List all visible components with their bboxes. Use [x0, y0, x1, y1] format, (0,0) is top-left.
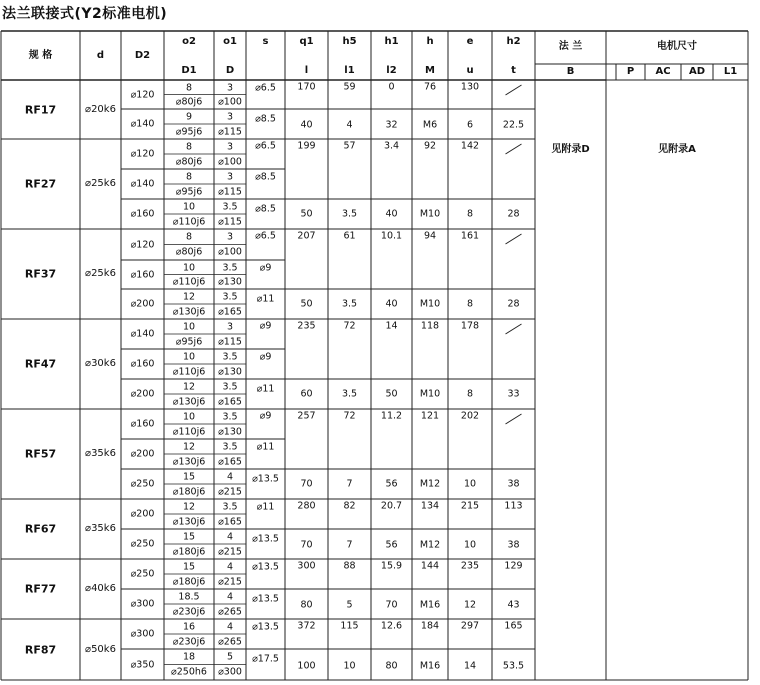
header-bottom-6: M [425, 65, 435, 76]
bot-val-RF17-1: 4 [346, 119, 353, 131]
header-motor-P: P [626, 66, 635, 77]
D-RF57-0: ⌀130 [218, 425, 242, 437]
D2-RF47-0: ⌀140 [130, 328, 155, 340]
top-val-RF87-5: 165 [504, 620, 523, 632]
D1-RF27-0: ⌀80j6 [175, 155, 203, 167]
D-RF47-1: ⌀130 [218, 365, 242, 377]
bot-val-RF37-5: 28 [507, 298, 520, 310]
reducer-RF17: RF17 [24, 103, 57, 116]
D1-RF47-2: ⌀130j6 [172, 395, 206, 407]
reducer-RF47: RF47 [24, 357, 57, 371]
D2-RF47-2: ⌀200 [130, 388, 155, 400]
D1-RF77-0: ⌀180j6 [172, 575, 206, 587]
D2-RF57-1: ⌀200 [130, 448, 155, 460]
bot-val-RF77-3: M16 [419, 599, 441, 611]
bot-val-RF47-1: 3.5 [341, 388, 358, 400]
top-val-RF67-2: 20.7 [380, 500, 403, 512]
bot-val-RF87-1: 10 [343, 659, 356, 671]
D-RF87-0: ⌀265 [218, 635, 242, 647]
header-flange-B: B [566, 66, 575, 77]
top-val-RF37-2: 10.1 [380, 230, 403, 242]
reducer-RF37: RF37 [24, 267, 57, 281]
o2-RF77-0: 15 [182, 561, 196, 573]
D1-RF57-0: ⌀110j6 [172, 425, 206, 437]
header-D2: D2 [134, 49, 151, 61]
o2-RF57-2: 15 [182, 471, 196, 483]
o2-RF27-0: 8 [185, 141, 193, 153]
header-bottom-7: u [466, 65, 474, 76]
o1-RF37-0: 3 [226, 231, 234, 243]
header-spec: 规 格 [28, 49, 53, 61]
motor-note: 见附录A [658, 144, 696, 155]
bot-val-RF37-2: 40 [385, 298, 398, 310]
D1-RF67-1: ⌀180j6 [172, 545, 206, 557]
D-RF67-1: ⌀215 [218, 545, 242, 557]
bot-val-RF17-5: 22.5 [502, 119, 525, 131]
D-RF57-1: ⌀165 [218, 455, 242, 467]
o1-RF77-0: 4 [226, 561, 234, 573]
shaft-RF27: ⌀25k6 [85, 178, 116, 189]
D2-RF67-1: ⌀250 [130, 538, 155, 550]
D-RF87-1: ⌀300 [218, 666, 242, 678]
bot-val-RF57-0: 70 [300, 478, 313, 490]
bot-val-RF27-1: 3.5 [341, 208, 358, 220]
top-val-RF57-4: 202 [460, 410, 480, 422]
slash-RF17-5 [506, 85, 522, 95]
D-RF77-1: ⌀265 [218, 605, 242, 617]
s-RF87-1: ⌀17.5 [252, 653, 279, 665]
s-RF37-2: ⌀11 [256, 293, 275, 305]
bot-val-RF27-5: 28 [507, 208, 520, 220]
D-RF17-0: ⌀100 [218, 96, 242, 107]
bot-val-RF67-4: 10 [463, 539, 477, 551]
D2-RF17-0: ⌀120 [130, 88, 155, 100]
o1-RF27-1: 3 [226, 171, 234, 183]
top-val-RF77-3: 144 [420, 560, 440, 572]
D1-RF17-1: ⌀95j6 [175, 125, 203, 137]
s-RF27-1: ⌀8.5 [255, 171, 276, 183]
top-val-RF27-2: 3.4 [383, 140, 400, 152]
shaft-RF87: ⌀50k6 [85, 643, 116, 655]
bot-val-RF67-0: 70 [300, 539, 313, 551]
bot-val-RF17-3: M6 [422, 119, 438, 131]
bot-val-RF77-0: 80 [300, 599, 313, 611]
D2-RF27-1: ⌀140 [130, 178, 155, 190]
slash-RF37-5 [506, 234, 522, 244]
D1-RF87-0: ⌀230j6 [172, 635, 206, 647]
shaft-RF47: ⌀30k6 [85, 358, 116, 369]
bot-val-RF37-4: 8 [466, 298, 474, 310]
D2-RF37-1: ⌀160 [130, 268, 155, 280]
D-RF47-0: ⌀115 [218, 335, 242, 347]
bot-val-RF87-0: 100 [297, 659, 316, 671]
o2-RF67-0: 12 [182, 501, 196, 513]
D1-RF47-0: ⌀95j6 [175, 335, 203, 347]
top-val-RF17-1: 59 [343, 81, 356, 93]
top-val-RF37-1: 61 [343, 230, 356, 242]
D2-RF17-1: ⌀140 [130, 118, 155, 130]
D2-RF57-0: ⌀160 [130, 418, 155, 430]
D1-RF77-1: ⌀230j6 [172, 605, 206, 617]
o2-RF17-0: 8 [185, 82, 193, 94]
top-val-RF57-2: 11.2 [380, 410, 403, 422]
header-bottom-0: D1 [181, 65, 197, 76]
page-title: 法兰联接式(Y2标准电机) [2, 6, 168, 22]
D1-RF57-2: ⌀180j6 [172, 485, 206, 497]
s-RF47-2: ⌀11 [256, 383, 275, 395]
top-val-RF77-4: 235 [460, 560, 480, 572]
s-RF87-0: ⌀13.5 [252, 621, 279, 633]
slash-RF57-5 [506, 414, 522, 424]
o2-RF57-0: 10 [182, 411, 196, 423]
D-RF57-2: ⌀215 [218, 485, 242, 497]
header-top-3: q1 [299, 36, 314, 47]
top-val-RF57-3: 121 [420, 410, 440, 422]
s-RF77-0: ⌀13.5 [252, 561, 279, 573]
D2-RF37-2: ⌀200 [130, 298, 155, 310]
o2-RF47-2: 12 [182, 381, 196, 393]
D-RF67-0: ⌀165 [218, 515, 242, 527]
top-val-RF47-1: 72 [343, 320, 356, 332]
top-val-RF17-4: 130 [460, 81, 480, 93]
s-RF27-2: ⌀8.5 [255, 203, 276, 215]
D-RF47-2: ⌀165 [218, 395, 242, 407]
bot-val-RF47-3: M10 [419, 388, 441, 400]
D2-RF77-1: ⌀300 [130, 598, 155, 610]
D2-RF87-1: ⌀350 [130, 658, 155, 670]
bot-val-RF77-5: 43 [507, 599, 520, 611]
o1-RF27-0: 3 [226, 141, 234, 153]
top-val-RF17-3: 76 [423, 81, 437, 93]
header-flange: 法 兰 [558, 41, 583, 52]
D1-RF27-1: ⌀95j6 [175, 185, 203, 197]
o2-RF87-1: 18 [182, 651, 196, 663]
top-val-RF67-0: 280 [297, 500, 316, 512]
top-val-RF87-2: 12.6 [380, 620, 403, 632]
o2-RF47-0: 10 [182, 321, 196, 333]
shaft-RF17: ⌀20k6 [85, 103, 116, 115]
o2-RF57-1: 12 [182, 441, 196, 453]
bot-val-RF27-3: M10 [419, 208, 441, 220]
top-val-RF87-3: 184 [420, 620, 440, 632]
bot-val-RF57-5: 38 [507, 478, 520, 490]
D-RF77-0: ⌀215 [218, 575, 242, 587]
o2-RF17-1: 9 [185, 111, 193, 123]
top-val-RF37-0: 207 [297, 230, 316, 242]
top-val-RF67-5: 113 [504, 500, 523, 512]
top-val-RF47-3: 118 [420, 320, 440, 332]
header-bottom-8: t [511, 65, 516, 76]
header-motor-L1: L1 [723, 66, 738, 77]
header-bottom-5: l2 [386, 65, 397, 76]
bot-val-RF47-4: 8 [466, 388, 474, 400]
o1-RF57-2: 4 [226, 471, 234, 483]
D2-RF57-2: ⌀250 [130, 478, 155, 490]
bot-val-RF57-2: 56 [385, 478, 398, 490]
D1-RF47-1: ⌀110j6 [172, 365, 206, 377]
o1-RF87-0: 4 [226, 621, 234, 633]
bot-val-RF87-4: 14 [463, 659, 477, 671]
o2-RF27-1: 8 [185, 171, 193, 183]
bot-val-RF57-3: M12 [419, 478, 441, 490]
header-bottom-4: l1 [344, 65, 355, 76]
top-val-RF57-0: 257 [297, 410, 316, 422]
bot-val-RF67-5: 38 [507, 539, 520, 551]
bot-val-RF67-3: M12 [419, 539, 441, 551]
top-val-RF37-3: 94 [423, 230, 437, 242]
D2-RF67-0: ⌀200 [130, 508, 155, 520]
reducer-RF27: RF27 [24, 177, 57, 191]
top-val-RF87-1: 115 [340, 620, 359, 632]
bot-val-RF47-0: 60 [300, 388, 313, 400]
o1-RF67-1: 4 [226, 531, 234, 543]
o1-RF37-1: 3.5 [222, 262, 238, 274]
top-val-RF77-5: 129 [504, 560, 523, 572]
top-val-RF67-1: 82 [343, 500, 356, 512]
top-val-RF37-4: 161 [460, 230, 480, 242]
bot-val-RF37-1: 3.5 [341, 298, 358, 310]
s-RF77-1: ⌀13.5 [252, 593, 279, 605]
D-RF27-1: ⌀115 [218, 185, 242, 197]
top-val-RF77-1: 88 [343, 560, 356, 572]
header-top-8: h2 [506, 36, 521, 47]
D-RF17-1: ⌀115 [218, 125, 242, 137]
top-val-RF47-2: 14 [385, 320, 398, 332]
top-val-RF17-0: 170 [297, 81, 316, 93]
D1-RF27-2: ⌀110j6 [172, 215, 206, 227]
o1-RF47-2: 3.5 [222, 381, 238, 393]
reducer-RF67: RF67 [24, 522, 57, 536]
flange-note: 见附录D [551, 144, 590, 155]
bot-val-RF77-2: 70 [385, 599, 398, 611]
slash-RF27-5 [506, 144, 522, 154]
s-RF47-1: ⌀9 [259, 351, 272, 363]
s-RF37-0: ⌀6.5 [255, 230, 276, 242]
reducer-RF57: RF57 [24, 447, 57, 461]
bot-val-RF47-5: 33 [507, 388, 520, 400]
o2-RF37-1: 10 [182, 262, 196, 274]
D-RF37-1: ⌀130 [218, 276, 242, 287]
bot-val-RF77-1: 5 [346, 599, 353, 611]
bot-val-RF87-2: 80 [385, 659, 398, 671]
s-RF37-1: ⌀9 [259, 262, 272, 274]
s-RF67-0: ⌀11 [256, 501, 275, 513]
top-val-RF47-0: 235 [297, 320, 316, 332]
top-val-RF67-4: 215 [460, 500, 480, 512]
D-RF27-0: ⌀100 [218, 155, 242, 167]
shaft-RF37: ⌀25k6 [85, 268, 116, 279]
top-val-RF27-4: 142 [460, 140, 480, 152]
bot-val-RF27-4: 8 [466, 208, 474, 220]
header-motor-AD: AD [688, 66, 706, 77]
top-val-RF57-1: 72 [343, 410, 356, 422]
bot-val-RF37-0: 50 [300, 298, 313, 310]
top-val-RF77-0: 300 [297, 560, 316, 572]
reducer-RF87: RF87 [24, 643, 57, 656]
o2-RF37-2: 12 [182, 291, 196, 303]
s-RF47-0: ⌀9 [259, 320, 272, 332]
D-RF37-0: ⌀100 [218, 246, 242, 258]
bot-val-RF17-4: 6 [466, 119, 474, 131]
s-RF67-1: ⌀13.5 [252, 533, 279, 545]
D2-RF47-1: ⌀160 [130, 358, 155, 370]
header-top-4: h5 [342, 36, 357, 47]
top-val-RF87-4: 297 [460, 620, 480, 632]
o2-RF47-1: 10 [182, 351, 196, 363]
header-top-6: h [426, 36, 434, 47]
header-top-1: o1 [223, 36, 237, 47]
o1-RF17-1: 3 [226, 111, 234, 123]
reducer-RF77: RF77 [24, 582, 57, 596]
top-val-RF67-3: 134 [420, 500, 440, 512]
header-d: d [96, 49, 105, 61]
s-RF57-2: ⌀13.5 [252, 473, 279, 485]
o2-RF77-1: 18.5 [178, 591, 200, 603]
shaft-RF77: ⌀40k6 [85, 583, 116, 594]
header-top-7: e [466, 36, 474, 47]
top-val-RF87-0: 372 [297, 620, 316, 632]
bot-val-RF87-3: M16 [419, 659, 441, 671]
o1-RF57-1: 3.5 [222, 441, 238, 453]
top-val-RF27-3: 92 [423, 140, 437, 152]
o1-RF37-2: 3.5 [222, 291, 238, 303]
shaft-RF57: ⌀35k6 [85, 448, 116, 459]
D1-RF87-1: ⌀250h6 [171, 666, 207, 678]
s-RF17-1: ⌀8.5 [255, 113, 276, 125]
header-top-5: h1 [384, 36, 399, 47]
o1-RF47-1: 3.5 [222, 351, 238, 363]
o2-RF27-2: 10 [182, 201, 196, 213]
top-val-RF27-0: 199 [297, 140, 316, 152]
o1-RF17-0: 3 [226, 82, 234, 94]
header-bottom-1: D [225, 65, 235, 76]
o2-RF87-0: 16 [182, 621, 196, 633]
header-motor: 电机尺寸 [657, 41, 697, 52]
D2-RF77-0: ⌀250 [130, 568, 155, 580]
top-val-RF17-2: 0 [388, 81, 395, 93]
D-RF27-2: ⌀115 [218, 215, 242, 227]
D1-RF37-1: ⌀110j6 [172, 276, 206, 287]
header-motor-AC: AC [655, 66, 671, 77]
o1-RF67-0: 3.5 [222, 501, 238, 513]
bot-val-RF47-2: 50 [385, 388, 398, 400]
s-RF17-0: ⌀6.5 [255, 82, 276, 94]
s-RF27-0: ⌀6.5 [255, 140, 276, 152]
header-top-0: o2 [182, 36, 196, 47]
D2-RF37-0: ⌀120 [130, 238, 155, 250]
slash-RF47-5 [506, 324, 522, 334]
D1-RF67-0: ⌀130j6 [172, 515, 206, 527]
bot-val-RF27-0: 50 [300, 208, 313, 220]
bot-val-RF27-2: 40 [385, 208, 398, 220]
bot-val-RF17-0: 40 [300, 119, 313, 131]
D2-RF87-0: ⌀300 [130, 628, 155, 640]
shaft-RF67: ⌀35k6 [85, 523, 116, 534]
bot-val-RF87-5: 53.5 [502, 659, 525, 671]
D1-RF37-2: ⌀130j6 [172, 305, 206, 317]
top-val-RF27-1: 57 [343, 140, 356, 152]
o1-RF47-0: 3 [226, 321, 234, 333]
s-RF57-0: ⌀9 [259, 410, 272, 422]
bot-val-RF17-2: 32 [385, 119, 398, 131]
o2-RF67-1: 15 [182, 531, 196, 543]
o2-RF37-0: 8 [185, 231, 193, 243]
bot-val-RF67-2: 56 [385, 539, 398, 551]
bot-val-RF37-3: M10 [419, 298, 441, 310]
D1-RF37-0: ⌀80j6 [175, 246, 203, 258]
s-RF57-1: ⌀11 [256, 441, 275, 453]
bot-val-RF67-1: 7 [346, 539, 353, 551]
bot-val-RF77-4: 12 [463, 599, 477, 611]
bot-val-RF57-1: 7 [346, 478, 353, 490]
o1-RF77-1: 4 [226, 591, 234, 603]
header-bottom-3: l [304, 65, 309, 76]
top-val-RF47-4: 178 [460, 320, 480, 332]
D2-RF27-2: ⌀160 [130, 208, 155, 220]
top-val-RF77-2: 15.9 [380, 560, 403, 572]
o1-RF57-0: 3.5 [222, 411, 238, 423]
D-RF37-2: ⌀165 [218, 305, 242, 317]
D1-RF17-0: ⌀80j6 [175, 96, 203, 107]
header-top-2: s [262, 36, 269, 47]
o1-RF87-1: 5 [226, 651, 234, 663]
D2-RF27-0: ⌀120 [130, 148, 155, 160]
o1-RF27-2: 3.5 [222, 201, 238, 213]
bot-val-RF57-4: 10 [463, 478, 477, 490]
D1-RF57-1: ⌀130j6 [172, 455, 206, 467]
